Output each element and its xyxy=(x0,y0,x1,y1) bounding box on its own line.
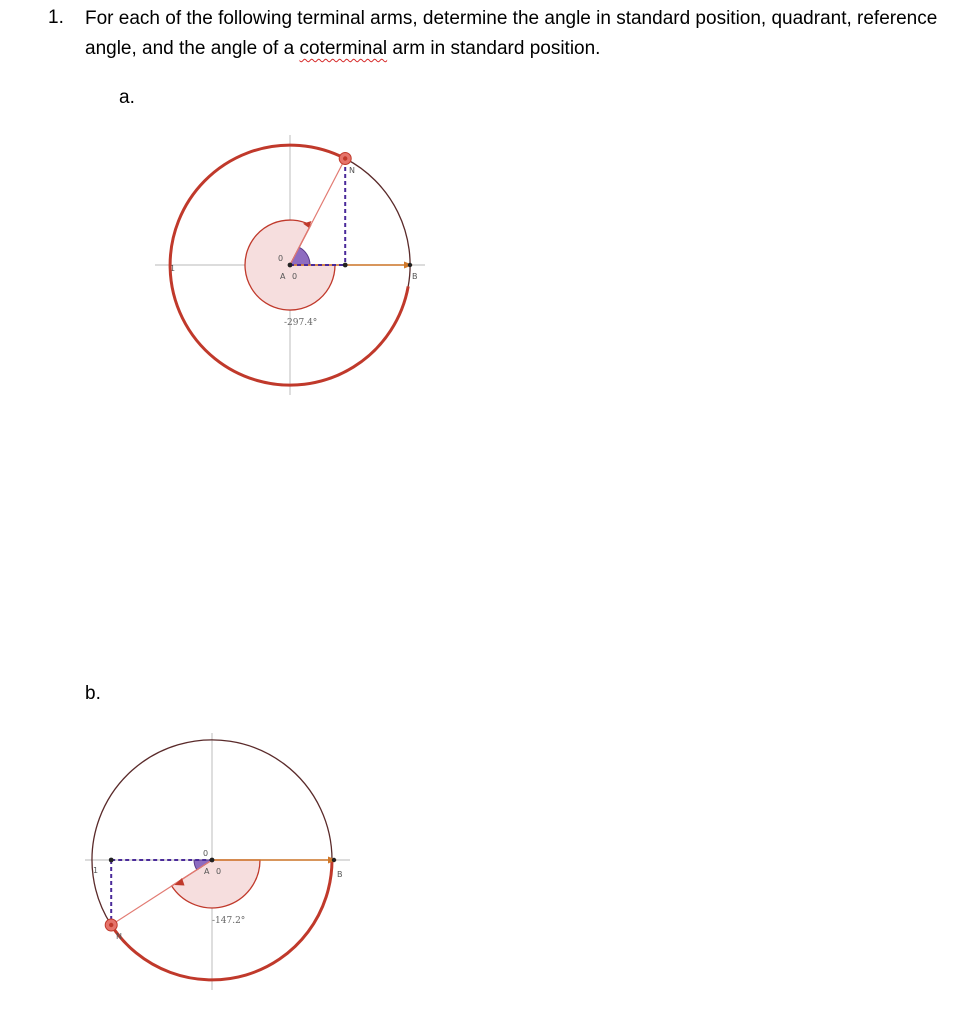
origin-label: A xyxy=(280,272,286,281)
axis-tick-label: 1 xyxy=(170,264,176,273)
initial-point-label: B xyxy=(412,272,418,281)
foot-point xyxy=(109,858,114,863)
diagram-a xyxy=(150,130,440,400)
origin-point xyxy=(288,263,293,268)
origin-zero-label: 0 xyxy=(292,272,298,281)
initial-point xyxy=(408,263,412,267)
angle-measure-label: -147.2° xyxy=(212,916,246,926)
circle-arc-dark xyxy=(345,159,410,287)
terminal-arm xyxy=(290,159,345,266)
terminal-point-label: N xyxy=(349,166,355,175)
origin-zero-label: 0 xyxy=(216,867,222,876)
part-b-label: b. xyxy=(85,683,101,704)
terminal-point xyxy=(109,923,113,927)
diagram-b xyxy=(80,725,370,1005)
question-text xyxy=(85,4,965,64)
initial-point xyxy=(332,858,336,862)
origin-label: A xyxy=(204,867,210,876)
question-text-part2: arm in standard position. xyxy=(387,38,601,59)
origin-point xyxy=(210,858,215,863)
question-number: 1. xyxy=(48,7,64,28)
initial-point-label: B xyxy=(337,870,343,879)
terminal-point xyxy=(343,156,347,160)
terminal-point-label: N xyxy=(116,932,122,941)
angle-measure-label: -297.4° xyxy=(284,318,318,328)
top-zero-label: 0 xyxy=(203,849,209,858)
part-a-label: a. xyxy=(119,87,135,108)
question-text-coterminal: coterminal xyxy=(299,38,388,59)
question-text-part1: For each of the following terminal arms, determine the angle in standard position, quadrant, reference angle, and the angle of a xyxy=(85,8,938,59)
top-zero-label: 0 xyxy=(278,254,284,263)
axis-tick-label: 1 xyxy=(93,866,99,875)
foot-point xyxy=(343,263,348,268)
